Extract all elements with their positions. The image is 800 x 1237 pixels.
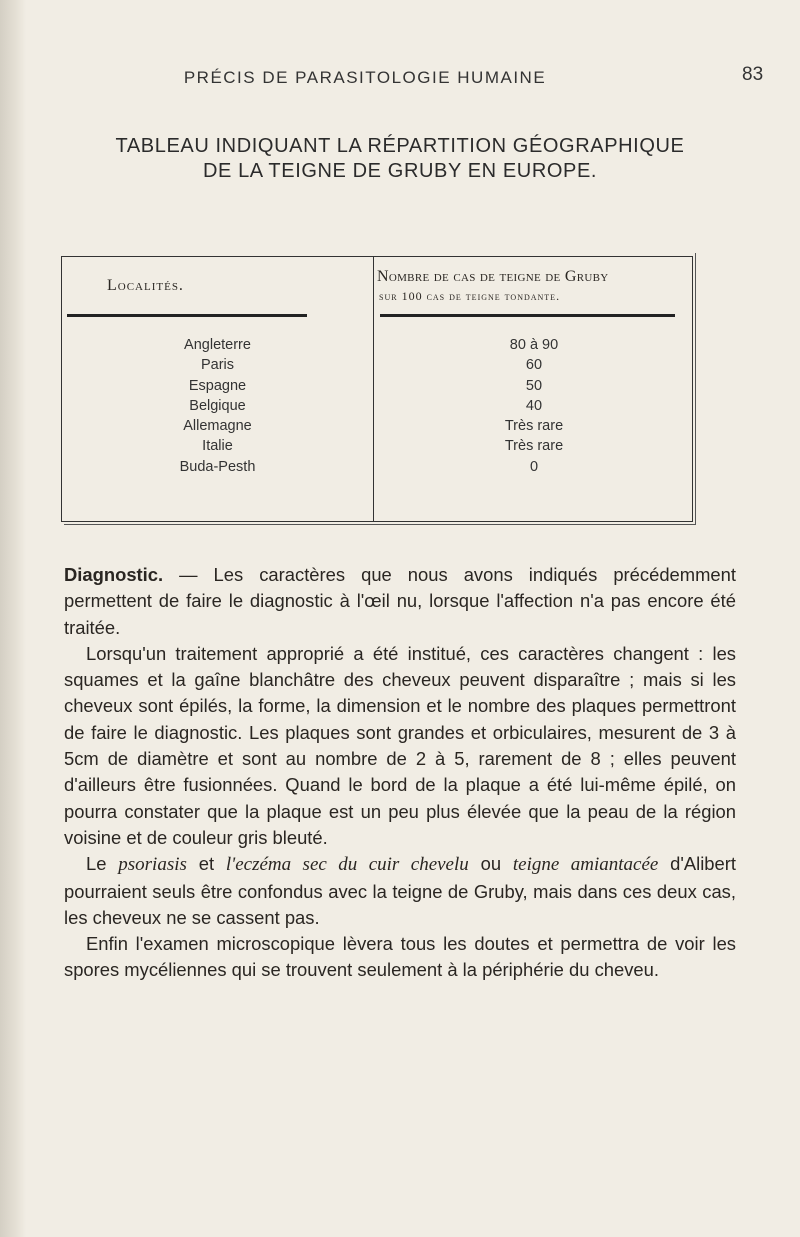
cell-locality: Paris	[200, 357, 235, 374]
column-header-cases	[377, 257, 687, 314]
table-row	[62, 436, 694, 456]
text-fragment: Le	[86, 853, 119, 875]
cell-value: 40	[525, 397, 543, 414]
paragraph-diagnostic	[64, 562, 736, 641]
cell-locality: Angleterre	[184, 337, 251, 353]
page-number: 83	[742, 64, 764, 85]
term-teigne-amiantacee: teigne amiantacée	[512, 854, 659, 876]
table-row	[62, 355, 694, 375]
distribution-table	[61, 256, 693, 522]
text-fragment: d'Alibert pourraient seuls être confondus avec la teigne de Gruby, mais dans ces deux cas, les cheveux ne se cassent pas.	[64, 853, 736, 928]
header-rule-left	[67, 314, 307, 317]
page-spine-shadow	[0, 0, 26, 1237]
table-title	[0, 134, 800, 184]
paragraph-differential	[64, 851, 736, 931]
cell-value: 60	[525, 357, 543, 374]
cell-locality: Buda-Pesth	[179, 458, 256, 475]
table-row	[62, 457, 694, 477]
column-header-cases-line-1: Nombre de cas de teigne de Gruby	[377, 268, 609, 285]
column-header-localities: Localités.	[107, 276, 184, 294]
paragraph-text: — Les caractères que nous avons indiqués précédemment permettent de faire le diagnostic à l'œil nu, lorsque l'affection n'a pas encore été traitée.	[64, 564, 736, 638]
paragraph-treatment: Lorsqu'un traitement approprié a été institué, ces caractères changent : les squames et la gaîne blanchâtre des cheveux peuvent disparaître ; mais si les cheveux sont épilés, la forme, la dimension et le nombre des plaques permettront de faire le diagnostic. Les plaques sont grandes et orbiculaires, mesurent de 3 à 5cm de diamètre et sont au nombre de 2 à 5, rarement de 8 ; elles peuvent d'ailleurs être fusionnées. Quand le bord de la plaque a été lui-même épilé, on pourra constater que la plaque est un peu plus élevée que la peau de la région voisine et de couleur gris bleuté.	[64, 642, 736, 848]
column-header-cases-line-2: sur 100 cas de teigne tondante.	[379, 289, 561, 303]
cell-locality: Italie	[202, 438, 233, 455]
cell-value: Très rare	[504, 418, 564, 435]
table-row	[62, 376, 694, 396]
section-heading-diagnostic: Diagnostic.	[64, 564, 164, 585]
running-title: PRÉCIS DE PARASITOLOGIE HUMAINE	[183, 68, 547, 87]
term-psoriasis: psoriasis	[118, 854, 187, 876]
table-row	[62, 335, 694, 355]
text-fragment: ou	[468, 853, 513, 875]
table-title-line-2: DE LA TEIGNE DE GRUBY EN EUROPE.	[202, 160, 598, 182]
column-divider	[373, 257, 374, 521]
table-row	[62, 416, 694, 436]
text-fragment: et	[186, 853, 226, 875]
term-eczema: l'eczéma sec du cuir chevelu	[225, 854, 469, 876]
paragraph-microscopy: Enfin l'examen microscopique lèvera tous les doutes et permettra de voir les spores mycéliennes qui se trouvent seulement à la périphérie du cheveu.	[64, 933, 736, 981]
table-row	[62, 396, 694, 416]
table-body	[62, 335, 694, 477]
body-text	[64, 562, 736, 984]
cell-locality: Espagne	[188, 377, 247, 394]
cell-value: Très rare	[504, 438, 564, 455]
cell-value: 50	[525, 377, 543, 394]
table-title-line-1: TABLEAU INDIQUANT LA RÉPARTITION GÉOGRAPHIQUE	[115, 135, 685, 157]
header-rule-right	[380, 314, 675, 317]
cell-locality: Allemagne	[183, 418, 252, 435]
cell-value: 0	[529, 458, 539, 475]
cell-value: 80 à 90	[509, 337, 559, 353]
cell-locality: Belgique	[189, 397, 246, 414]
